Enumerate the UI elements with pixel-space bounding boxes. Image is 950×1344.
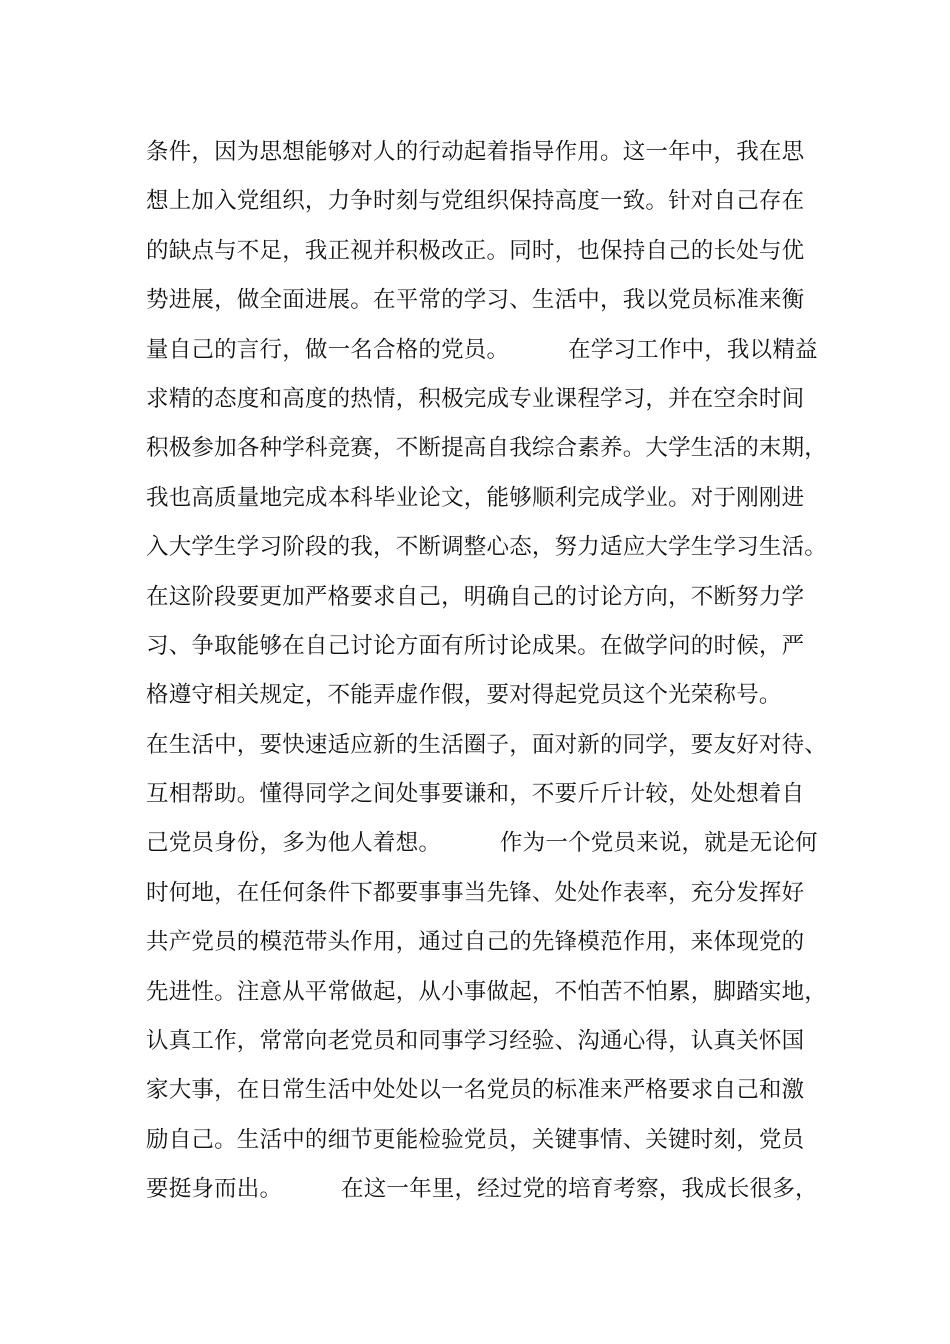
- text-line: 己党员身份，多为他人着想。 作为一个党员来说，就是无论何: [146, 830, 818, 857]
- text-line: 在这阶段要更加严格要求自己，明确自己的讨论方向，不断努力学: [146, 583, 805, 610]
- text-line: 先进性。注意从平常做起，从小事做起，不怕苦不怕累，脚踏实地，: [146, 978, 828, 1005]
- text-line: 在生活中，要快速适应新的生活圈子，面对新的同学，要友好对待、: [146, 731, 828, 758]
- text-line: 励自己。生活中的细节更能检验党员，关键事情、关键时刻，党员: [146, 1126, 805, 1153]
- text-line: 条件，因为思想能够对人的行动起着指导作用。这一年中，我在思: [146, 139, 805, 165]
- text-line: 想上加入党组织，力争时刻与党组织保持高度一致。针对自己存在: [146, 188, 805, 215]
- text-line: 积极参加各种学科竞赛，不断提高自我综合素养。大学生活的末期，: [146, 435, 828, 462]
- text-line: 共产党员的模范带头作用，通过自己的先锋模范作用，来体现党的: [146, 929, 805, 956]
- text-line: 势进展，做全面进展。在平常的学习、生活中，我以党员标准来衡: [146, 287, 805, 314]
- text-line: 量自己的言行，做一名合格的党员。 在学习工作中，我以精益: [146, 336, 818, 363]
- text-line: 互相帮助。懂得同学之间处事要谦和，不要斤斤计较，处处想着自: [146, 781, 805, 808]
- text-line: 格遵守相关规定，不能弄虚作假，要对得起党员这个光荣称号。: [146, 682, 782, 709]
- text-line: 入大学生学习阶段的我，不断调整心态，努力适应大学生学习生活。: [146, 534, 828, 561]
- text-line: 求精的态度和高度的热情，积极完成专业课程学习，并在空余时间: [146, 385, 805, 412]
- text-line: 时何地，在任何条件下都要事事当先锋、处处作表率，充分发挥好: [146, 879, 805, 906]
- text-line: 习、争取能够在自己讨论方面有所讨论成果。在做学问的时候，严: [146, 632, 805, 659]
- text-line: 认真工作，常常向老党员和同事学习经验、沟通心得，认真关怀国: [146, 1028, 805, 1055]
- text-line: 我也高质量地完成本科毕业论文，能够顺利完成学业。对于刚刚进: [146, 484, 805, 511]
- text-line: 家大事，在日常生活中处处以一名党员的标准来严格要求自己和激: [146, 1077, 805, 1104]
- body-text: [146, 132, 846, 1219]
- text-line: 要挺身而出。 在这一年里，经过党的培育考察，我成长很多，: [146, 1176, 818, 1203]
- text-line: 的缺点与不足，我正视并积极改正。同时，也保持自己的长处与优: [146, 237, 805, 264]
